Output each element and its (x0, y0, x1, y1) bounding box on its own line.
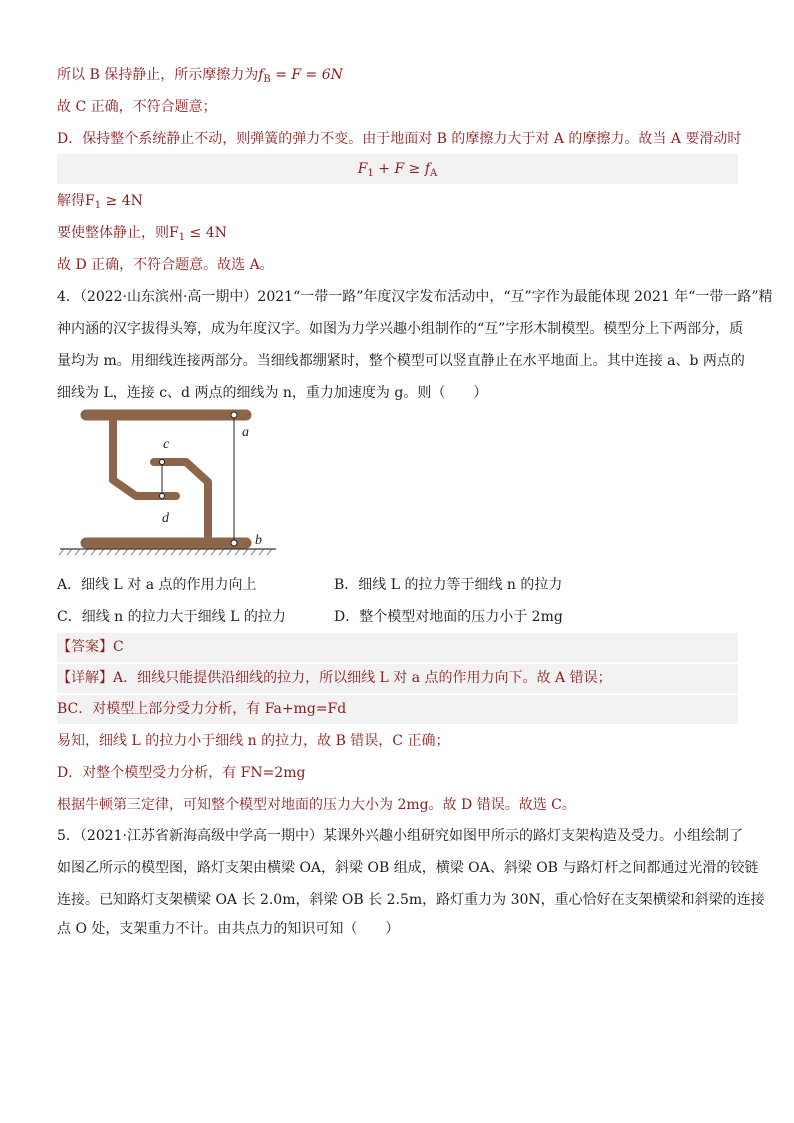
static-sub: 1 (178, 232, 186, 243)
label-d: d (162, 511, 169, 526)
detail-line-4: D．对整个模型受力分析，有 FN=2mg (57, 765, 306, 781)
q5-line-3: 连接。已知路灯支架横梁 OA 长 2.0m，斜梁 OB 长 2.5m，路灯重力为 30N，重心恰好在支架横梁和斜梁的连接 (57, 892, 765, 908)
option-d[interactable]: D．整个模型对地面的压力小于 2mg (334, 609, 563, 625)
solution-line-7: 故 D 正确，不符合题意。故选 A。 (57, 257, 274, 273)
solution-line-2: 故 C 正确，不符合题意； (57, 99, 217, 115)
formula-sub: B (263, 74, 271, 85)
formula-sub-A: A (430, 168, 438, 179)
label-c: c (163, 437, 170, 452)
solution-text: 所以 B 保持静止，所示摩擦力为 (57, 67, 259, 83)
detail-line-3: 易知，细线 L 的拉力小于细线 n 的拉力，故 B 错误，C 正确； (57, 733, 450, 749)
formula-rest: = F = 6N (270, 67, 343, 83)
point-d (160, 494, 165, 499)
formula-f: f (258, 67, 264, 83)
formula-F: F (357, 161, 368, 177)
solve-text: 解得F (57, 193, 95, 209)
detail-line-5: 根据牛顿第三定律，可知整个模型对地面的压力大小为 2mg。故 D 错误。故选 C。 (57, 797, 576, 813)
solve-rest: ≥ 4N (101, 193, 143, 209)
static-rest: ≤ 4N (185, 225, 227, 241)
point-c (160, 460, 165, 465)
detail-line-2: BC．对模型上部分受力分析，有 Fa+mg=Fd (57, 695, 738, 724)
formula-mid: + F ≥ f (373, 161, 431, 177)
q5-line-4: 点 O 处，支架重力不计。由共点力的知识可知（ ） (57, 921, 400, 937)
solution-line-1 (57, 61, 738, 89)
static-text: 要使整体静止，则F (57, 225, 179, 241)
point-b (231, 540, 237, 546)
q4-line-2: 神内涵的汉字拔得头筹，成为年度汉字。如图为力学兴趣小组制作的“互”字形木制模型。模型分上下两部分，质 (57, 321, 744, 337)
q4-line-3: 量均为 m。用细线连接两部分。当细线都绷紧时，整个模型可以竖直静止在水平地面上。其中连接 a、b 两点的 (57, 353, 745, 369)
solve-sub: 1 (94, 200, 102, 211)
q4-line-1: 4．（2022·山东滨州·高一期中）2021“一带一路”年度汉字发布活动中，“互”字作为最能体现 2021 年“一带一路”精 (57, 289, 773, 305)
option-c[interactable]: C．细线 n 的拉力大于细线 L 的拉力 (57, 609, 286, 625)
q5-line-2: 如图乙所示的模型图，路灯支架由横梁 OA，斜梁 OB 组成，横梁 OA、斜梁 OB 与路灯杆之间都通过光滑的铰链 (57, 860, 759, 876)
upper-left-arm (113, 418, 176, 496)
option-b[interactable]: B．细线 L 的拉力等于细线 n 的拉力 (334, 577, 563, 593)
label-a: a (242, 425, 249, 440)
formula-block (57, 154, 738, 184)
detail-line-1: 【详解】A．细线只能提供沿细线的拉力，所以细线 L 对 a 点的作用力向下。故 A 错误； (57, 664, 738, 693)
label-b: b (255, 533, 262, 548)
q4-line-4: 细线为 L，连接 c、d 两点的细线为 n，重力加速度为 g。则（ ） (57, 385, 488, 401)
q5-line-1: 5．（2021·江苏省新海高级中学高一期中）某课外兴趣小组研究如图甲所示的路灯支架构造及受力。小组绘制了 (57, 828, 743, 844)
solution-line-3: D．保持整个系统静止不动，则弹簧的弹力不变。由于地面对 B 的摩擦力大于对 A 的摩擦力。故当 A 要滑动时 (57, 131, 742, 147)
solution-line-5 (57, 187, 738, 215)
option-a[interactable]: A．细线 L 对 a 点的作用力向上 (57, 577, 257, 593)
hu-model-figure (58, 408, 278, 558)
formula-sub-1: 1 (367, 168, 374, 179)
solution-line-6 (57, 219, 738, 247)
answer-line: 【答案】C (57, 633, 738, 662)
ground-hatching (59, 549, 272, 555)
point-a (231, 412, 237, 418)
